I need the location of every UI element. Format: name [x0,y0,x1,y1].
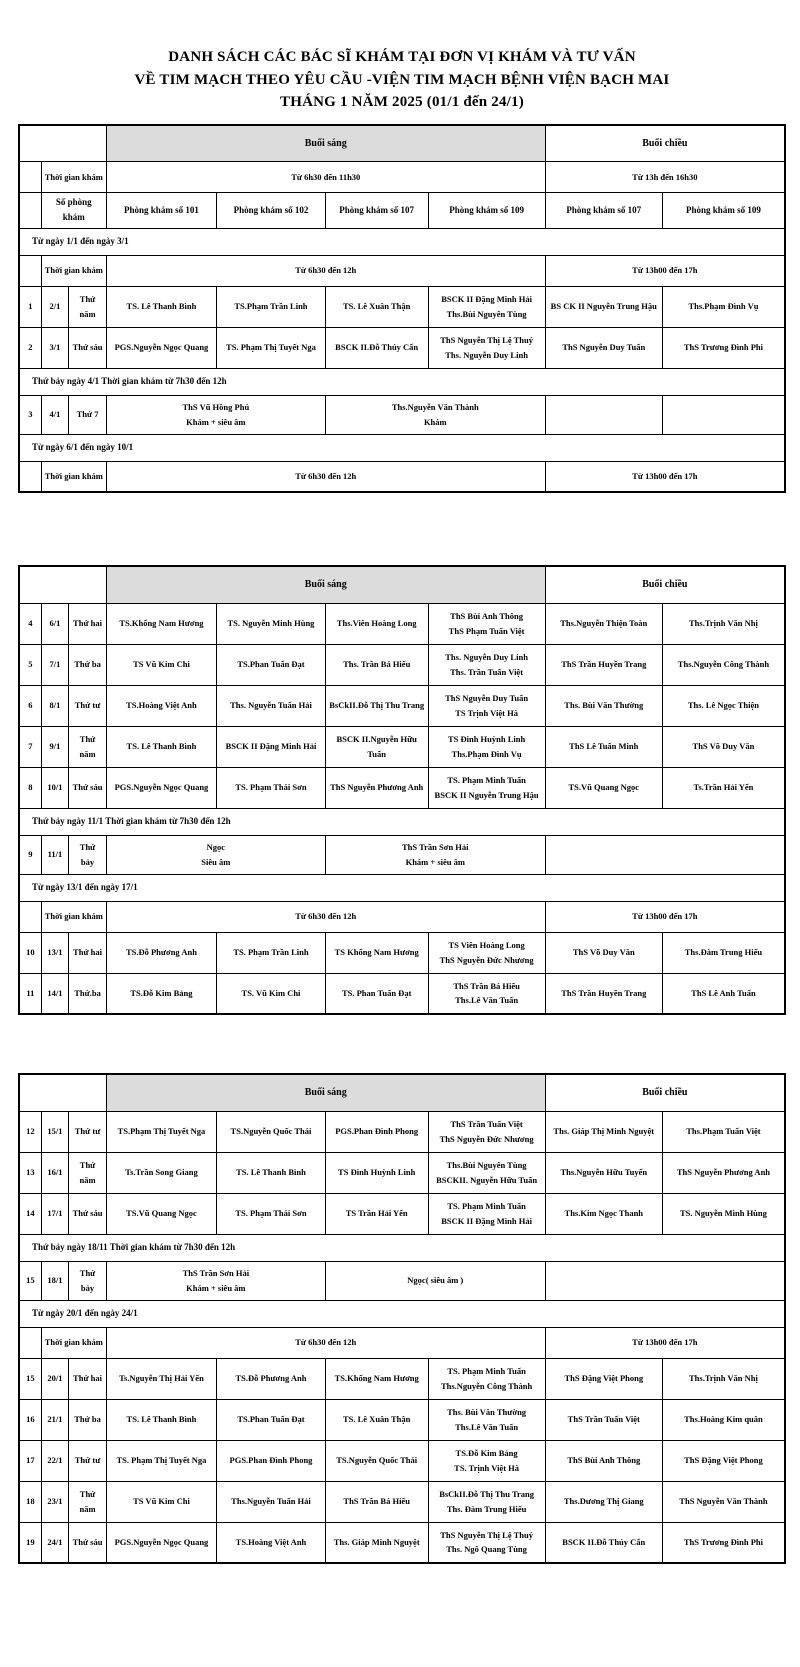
row-number: 9 [19,835,41,874]
date: 3/1 [41,327,69,368]
doctor-cell: ThS Nguyễn Duy Tuấn [545,327,662,368]
spacer [18,1015,786,1073]
doctor-cell [545,395,662,434]
section-row [19,808,785,835]
date: 22/1 [41,1440,69,1481]
schedule-row-24-1 [19,1522,785,1563]
schedule-row-23-1 [19,1481,785,1522]
title-line-1: DANH SÁCH CÁC BÁC SĨ KHÁM TẠI ĐƠN VỊ KHÁM VÀ TƯ VẤN [168,49,636,65]
row-number: 7 [19,726,41,767]
doctor-cell: Ths.Bùi Nguyên Tùng BSCKII. Nguyễn Hữu Tuấn [428,1152,545,1193]
rooms-row [19,193,785,229]
doctor-cell: TS.Đỗ Kim Bảng TS. Trịnh Việt Hà [428,1440,545,1481]
doctor-cell: TS. Phạm Minh Tuấn Ths.Nguyễn Công Thành [428,1358,545,1399]
doctor-cell: TS. Lê Thanh Bình [106,1399,216,1440]
doctor-cell: Ths.Viên Hoàng Long [325,603,428,644]
afternoon-hours: Từ 13h00 đến 17h [545,901,785,932]
row-number: 11 [19,973,41,1014]
weekday: Thứ sáu [69,327,107,368]
row-number: 2 [19,327,41,368]
session-header: Buổi chiều [545,566,785,603]
doctor-cell: ThS Trần Sơn Hải Khám + siêu âm [325,835,545,874]
row-number: 5 [19,644,41,685]
doctor-cell: ThS Bùi Anh Thông [545,1440,662,1481]
doctor-cell: Ths. Trần Bá Hiếu [325,644,428,685]
doctor-cell: ThS Nguyễn Phương Anh [662,1152,785,1193]
time-row [19,1327,785,1358]
room-number: Phòng khám số 109 [428,193,545,229]
room-number: Phòng khám số 102 [217,193,326,229]
doctor-cell: PGS.Nguyễn Ngọc Quang [106,327,216,368]
title-line-3: THÁNG 1 NĂM 2025 (01/1 đến 24/1) [280,94,524,110]
doctor-cell: BSCK II Đặng Minh Hải Ths.Bùi Nguyên Tùng [428,286,545,327]
doctor-cell: ThS Vũ Hồng Phú Khám + siêu âm [106,395,325,434]
schedule-row-13-1 [19,932,785,973]
doctor-cell: ThS Nguyễn Duy Tuấn TS Trịnh Việt Hà [428,685,545,726]
doctor-cell [545,1261,785,1300]
corner-cell [19,461,41,492]
doctor-cell: Ngọc( siêu âm ) [325,1261,545,1300]
weekday: Thứ sáu [69,1193,107,1234]
session-row [19,1074,785,1111]
doctor-cell: BsCkII.Đỗ Thị Thu Trang [325,685,428,726]
weekday: Thứ tư [69,685,107,726]
schedule-row-9-1 [19,726,785,767]
date: 14/1 [41,973,69,1014]
doctor-cell: ThS Nguyễn Thị Lệ Thuý Ths. Ngô Quang Tùng [428,1522,545,1563]
doctor-cell: PGS.Phan Đình Phong [325,1111,428,1152]
corner-cell [19,162,41,193]
section-row [19,1234,785,1261]
doctor-cell: Ths.Nguyễn Thiện Toàn [545,603,662,644]
exam-time-label: Thời gian khám [41,901,106,932]
morning-hours: Từ 6h30 đến 11h30 [106,162,545,193]
doctor-cell: Ths.Nguyễn Tuấn Hải [217,1481,326,1522]
exam-time-label: Thời gian khám [41,1327,106,1358]
doctor-cell: Ths. Lê Ngọc Thiện [662,685,785,726]
date: 10/1 [41,767,69,808]
exam-time-label: Thời gian khám [41,461,106,492]
date: 23/1 [41,1481,69,1522]
doctor-cell: ThS Võ Duy Văn [662,726,785,767]
section-title: Từ ngày 6/1 đến ngày 10/1 [19,434,785,461]
date: 9/1 [41,726,69,767]
session-row [19,125,785,162]
time-row [19,461,785,492]
document-title [18,46,786,114]
schedule-table-week2-3 [18,565,786,1015]
doctor-cell: TS. Lê Thanh Bình [217,1152,326,1193]
corner-cell [19,255,41,286]
doctor-cell: TS. Phạm Minh Tuấn BSCK II Đặng Minh Hải [428,1193,545,1234]
doctor-cell: Ts.Trần Song Giang [106,1152,216,1193]
doctor-cell: Ths.Kim Ngọc Thanh [545,1193,662,1234]
row-number: 18 [19,1481,41,1522]
doctor-cell: TS. Phạm Thái Sơn [217,1193,326,1234]
weekday: Thứ 7 [69,395,107,434]
weekday: Thứ năm [69,286,107,327]
doctor-cell: TS. Lê Xuân Thận [325,286,428,327]
doctor-cell: TS. Nguyễn Minh Hùng [217,603,326,644]
time-row [19,255,785,286]
title-line-2: VỀ TIM MẠCH THEO YÊU CẦU -VIỆN TIM MẠCH BỆNH VIỆN BẠCH MAI [134,71,670,88]
weekday: Thứ năm [69,1152,107,1193]
schedule-row-14-1 [19,973,785,1014]
doctor-cell: BSCK II.Nguyễn Hữu Tuấn [325,726,428,767]
session-header: Buổi sáng [106,1074,545,1111]
date: 6/1 [41,603,69,644]
schedule-row-4-1 [19,395,785,434]
section-row [19,1300,785,1327]
doctor-cell: TS. Phạm Minh Tuấn BSCK II Nguyễn Trung Hậu [428,767,545,808]
session-header: Buổi chiều [545,125,785,162]
doctor-cell: ThS Trần Huyền Trang [545,644,662,685]
corner-cell [19,1327,41,1358]
row-number: 3 [19,395,41,434]
doctor-cell [662,395,785,434]
row-number: 1 [19,286,41,327]
section-title: Thứ bảy ngày 18/11 Thời gian khám từ 7h30 đến 12h [19,1234,785,1261]
row-number: 14 [19,1193,41,1234]
doctor-cell: ThS Trần Tuấn Việt ThS Nguyễn Đức Nhương [428,1111,545,1152]
weekday: Thứ hai [69,1358,107,1399]
weekday: Thứ sáu [69,767,107,808]
row-number: 6 [19,685,41,726]
session-row [19,566,785,603]
weekday: Thứ năm [69,1481,107,1522]
weekday: Thứ.ba [69,973,107,1014]
doctor-cell: TS Trần Hải Yến [325,1193,428,1234]
doctor-cell: ThS Bùi Anh Thông ThS Phạm Tuấn Việt [428,603,545,644]
doctor-cell: TS.Hoàng Việt Anh [217,1522,326,1563]
row-number: 19 [19,1522,41,1563]
corner-cell [19,193,41,229]
doctor-cell: TS.Đỗ Phương Anh [106,932,216,973]
doctor-cell: TS Đinh Huỳnh Linh Ths.Phạm Đình Vụ [428,726,545,767]
schedule-row-16-1 [19,1152,785,1193]
weekday: Thứ bảy [69,1261,107,1300]
section-title: Từ ngày 20/1 đến ngày 24/1 [19,1300,785,1327]
doctor-cell [545,835,785,874]
weekday: Thứ tư [69,1440,107,1481]
morning-hours: Từ 6h30 đến 12h [106,461,545,492]
date: 17/1 [41,1193,69,1234]
doctor-cell: ThS Lê Tuấn Minh [545,726,662,767]
doctor-cell: BS CK II Nguyễn Trung Hậu [545,286,662,327]
doctor-cell: TS Viên Hoàng Long ThS Nguyễn Đức Nhương [428,932,545,973]
doctor-cell: TS.Khổng Nam Hương [106,603,216,644]
doctor-cell: ThS Trần Bá Hiếu [325,1481,428,1522]
afternoon-hours: Từ 13h đến 16h30 [545,162,785,193]
afternoon-hours: Từ 13h00 đến 17h [545,255,785,286]
doctor-cell: TS. Phạm Thị Tuyết Nga [106,1440,216,1481]
date: 13/1 [41,932,69,973]
room-number: Phòng khám số 107 [325,193,428,229]
doctor-cell: PGS.Phan Đình Phong [217,1440,326,1481]
doctor-cell: TS. Lê Thanh Bình [106,286,216,327]
weekday: Thứ ba [69,644,107,685]
section-title: Từ ngày 1/1 đến ngày 3/1 [19,228,785,255]
doctor-cell: TS Vũ Kim Chi [106,1481,216,1522]
doctor-cell: TS.Phạm Trần Linh [217,286,326,327]
row-number: 13 [19,1152,41,1193]
doctor-cell: Ngọc Siêu âm [106,835,325,874]
schedule-row-18-1 [19,1261,785,1300]
room-number: Phòng khám số 109 [662,193,785,229]
doctor-cell: Ths.Hoàng Kim quân [662,1399,785,1440]
date: 20/1 [41,1358,69,1399]
weekday: Thứ tư [69,1111,107,1152]
doctor-cell: Ths.Nguyễn Hữu Tuyển [545,1152,662,1193]
doctor-cell: TS. Lê Xuân Thận [325,1399,428,1440]
schedule-row-17-1 [19,1193,785,1234]
doctor-cell: TS.Nguyễn Quốc Thái [217,1111,326,1152]
doctor-cell: TS.Khổng Nam Hương [325,1358,428,1399]
section-title: Thứ bảy ngày 11/1 Thời gian khám từ 7h30 đến 12h [19,808,785,835]
time-row [19,162,785,193]
doctor-cell: Ths. Bùi Văn Thường Ths.Lê Văn Tuấn [428,1399,545,1440]
spacer [18,493,786,565]
corner-cell [19,901,41,932]
section-row [19,434,785,461]
date: 11/1 [41,835,69,874]
doctor-cell: TS. Nguyễn Minh Hùng [662,1193,785,1234]
doctor-cell: ThS Trương Đình Phi [662,1522,785,1563]
doctor-cell: Ths.Trịnh Văn Nhị [662,1358,785,1399]
doctor-cell: ThS Đặng Việt Phong [662,1440,785,1481]
doctor-cell: Ths. Nguyễn Tuấn Hải [217,685,326,726]
schedule-table-week3-4 [18,1073,786,1564]
doctor-cell: Ths. Nguyễn Duy Linh Ths. Trần Tuấn Việt [428,644,545,685]
doctor-cell: Ts.Trần Hải Yến [662,767,785,808]
doctor-cell: ThS Võ Duy Văn [545,932,662,973]
date: 18/1 [41,1261,69,1300]
afternoon-hours: Từ 13h00 đến 17h [545,1327,785,1358]
section-title: Thứ bảy ngày 4/1 Thời gian khám từ 7h30 đến 12h [19,368,785,395]
schedule-row-15-1 [19,1111,785,1152]
doctor-cell: PGS.Nguyễn Ngọc Quang [106,1522,216,1563]
weekday: Thứ hai [69,932,107,973]
doctor-cell: TS. Phạm Trần Linh [217,932,326,973]
morning-hours: Từ 6h30 đến 12h [106,901,545,932]
doctor-cell: TS. Vũ Kim Chi [217,973,326,1014]
doctor-cell: ThS Trần Tuấn Việt [545,1399,662,1440]
section-row [19,874,785,901]
doctor-cell: Ths.Phạm Đình Vụ [662,286,785,327]
doctor-cell: Ths.Phạm Tuấn Việt [662,1111,785,1152]
date: 4/1 [41,395,69,434]
doctor-cell: ThS Trần Bá Hiếu Ths.Lê Văn Tuấn [428,973,545,1014]
doctor-cell: Ths.Đàm Trung Hiếu [662,932,785,973]
section-row [19,368,785,395]
doctor-cell: TS.Nguyễn Quốc Thái [325,1440,428,1481]
doctor-cell: TS Khổng Nam Hương [325,932,428,973]
morning-hours: Từ 6h30 đến 12h [106,1327,545,1358]
doctor-cell: Ths.Dương Thị Giang [545,1481,662,1522]
date: 16/1 [41,1152,69,1193]
session-header: Buổi sáng [106,125,545,162]
doctor-cell: ThS Nguyễn Văn Thành [662,1481,785,1522]
morning-hours: Từ 6h30 đến 12h [106,255,545,286]
weekday: Thứ hai [69,603,107,644]
weekday: Thứ năm [69,726,107,767]
doctor-cell: Ths. Giáp Thị Minh Nguyệt [545,1111,662,1152]
schedule-row-10-1 [19,767,785,808]
doctor-cell: Ts.Nguyễn Thị Hải Yến [106,1358,216,1399]
schedule-row-3-1 [19,327,785,368]
doctor-cell: BSCK II.Đỗ Thúy Cẩn [545,1522,662,1563]
row-number: 16 [19,1399,41,1440]
schedule-row-20-1 [19,1358,785,1399]
doctor-cell: TS.Vũ Quang Ngọc [545,767,662,808]
doctor-cell: ThS Nguyễn Thị Lệ Thuý Ths. Nguyễn Duy Linh [428,327,545,368]
row-number: 10 [19,932,41,973]
doctor-cell: Ths.Trịnh Văn Nhị [662,603,785,644]
room-number: Phòng khám số 107 [545,193,662,229]
doctor-cell: TS.Đỗ Phương Anh [217,1358,326,1399]
doctor-cell: TS. Lê Thanh Bình [106,726,216,767]
schedule-row-7-1 [19,644,785,685]
date: 8/1 [41,685,69,726]
doctor-cell: TS.Phan Tuấn Đạt [217,644,326,685]
weekday: Thứ ba [69,1399,107,1440]
doctor-cell: TS. Phạm Thị Tuyết Nga [217,327,326,368]
doctor-cell: ThS Trương Đình Phi [662,327,785,368]
doctor-cell: TS.Vũ Quang Ngọc [106,1193,216,1234]
room-number-label: Số phòng khám [41,193,106,229]
doctor-cell: BSCK II Đặng Minh Hải [217,726,326,767]
doctor-cell: TS.Đỗ Kim Bảng [106,973,216,1014]
doctor-cell: TS. Phạm Thái Sơn [217,767,326,808]
corner-cell [19,566,106,603]
schedule-row-6-1 [19,603,785,644]
date: 7/1 [41,644,69,685]
date: 15/1 [41,1111,69,1152]
doctor-cell: ThS Lê Anh Tuấn [662,973,785,1014]
doctor-cell: Ths.Nguyễn Văn Thành Khám [325,395,545,434]
row-number: 4 [19,603,41,644]
doctor-cell: TS Vũ Kim Chi [106,644,216,685]
doctor-cell: Ths. Bùi Văn Thường [545,685,662,726]
doctor-cell: TS.Phan Tuấn Đạt [217,1399,326,1440]
doctor-cell: BsCkII.Đỗ Thị Thu Trang Ths. Đàm Trung Hiếu [428,1481,545,1522]
schedule-table-week1 [18,124,786,494]
doctor-cell: TS.Hoàng Việt Anh [106,685,216,726]
schedule-row-22-1 [19,1440,785,1481]
row-number: 8 [19,767,41,808]
row-number: 12 [19,1111,41,1152]
section-title: Từ ngày 13/1 đến ngày 17/1 [19,874,785,901]
schedule-row-21-1 [19,1399,785,1440]
schedule-row-2-1 [19,286,785,327]
doctor-cell: ThS Nguyễn Phương Anh [325,767,428,808]
corner-cell [19,1074,106,1111]
row-number: 17 [19,1440,41,1481]
afternoon-hours: Từ 13h00 đến 17h [545,461,785,492]
session-header: Buổi chiều [545,1074,785,1111]
doctor-cell: BSCK II.Đỗ Thúy Cẩn [325,327,428,368]
section-row [19,228,785,255]
time-row [19,901,785,932]
corner-cell [19,125,106,162]
row-number: 15 [19,1358,41,1399]
doctor-cell: ThS Trần Huyền Trang [545,973,662,1014]
exam-time-label: Thời gian khám [41,255,106,286]
exam-time-label: Thời gian khám [41,162,106,193]
weekday: Thứ sáu [69,1522,107,1563]
doctor-cell: TS.Phạm Thị Tuyết Nga [106,1111,216,1152]
schedule-row-8-1 [19,685,785,726]
row-number: 15 [19,1261,41,1300]
room-number: Phòng khám số 101 [106,193,216,229]
doctor-cell: TS Đinh Huỳnh Linh [325,1152,428,1193]
doctor-cell: ThS Trần Sơn Hải Khám + siêu âm [106,1261,325,1300]
doctor-cell: ThS Đặng Việt Phong [545,1358,662,1399]
schedule-row-11-1 [19,835,785,874]
doctor-cell: Ths. Giáp Minh Nguyệt [325,1522,428,1563]
date: 24/1 [41,1522,69,1563]
weekday: Thứ bảy [69,835,107,874]
doctor-cell: Ths.Nguyễn Công Thành [662,644,785,685]
date: 2/1 [41,286,69,327]
doctor-cell: TS. Phan Tuấn Đạt [325,973,428,1014]
session-header: Buổi sáng [106,566,545,603]
date: 21/1 [41,1399,69,1440]
doctor-cell: PGS.Nguyễn Ngọc Quang [106,767,216,808]
